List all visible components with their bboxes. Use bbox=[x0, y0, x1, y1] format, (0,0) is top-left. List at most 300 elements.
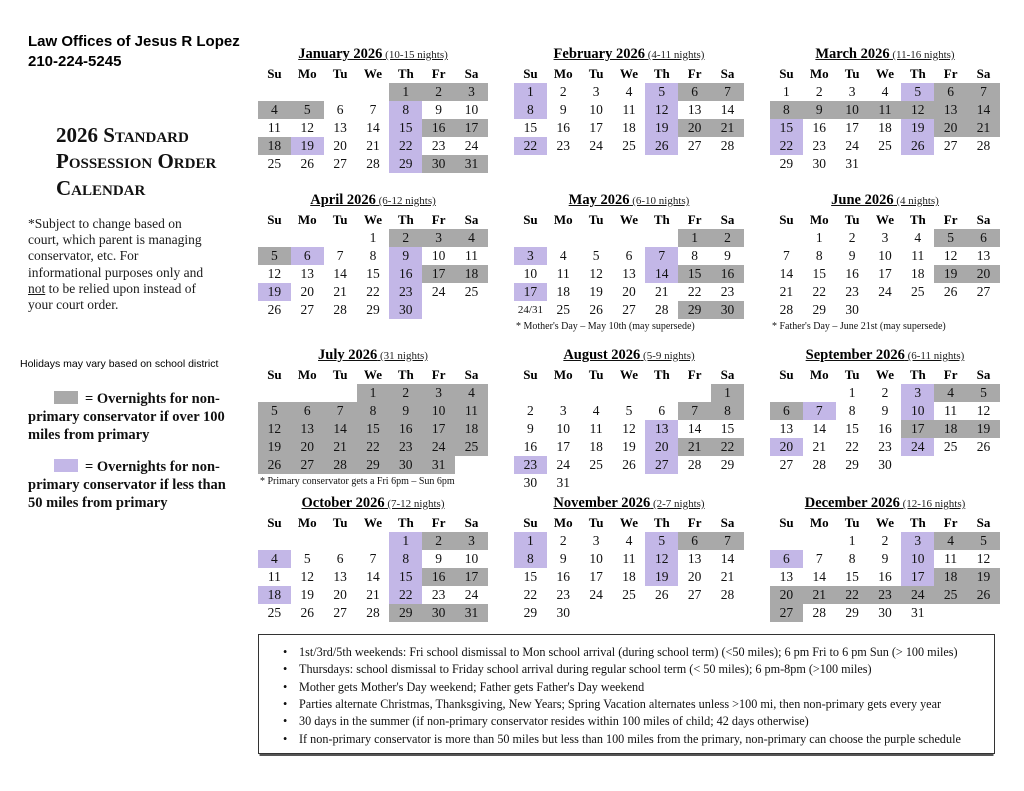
firm-header bbox=[28, 32, 240, 73]
day-cell: 17 bbox=[589, 569, 603, 584]
day-cell: 9 bbox=[724, 248, 731, 263]
day-cell: 29 bbox=[845, 605, 859, 620]
day-cell: 13 bbox=[291, 420, 324, 438]
day-cell: 26 bbox=[655, 587, 669, 602]
day-cell: 10 bbox=[878, 248, 892, 263]
day-cell: 22 bbox=[812, 284, 827, 299]
month-footnote: * Mother's Day – May 10th (may supersede) bbox=[516, 321, 695, 332]
day-cell: 30 bbox=[389, 456, 422, 474]
day-cell: 26 bbox=[645, 137, 678, 155]
day-cell: 28 bbox=[366, 156, 380, 171]
month-name: July 2026 bbox=[318, 347, 378, 363]
day-cell: 5 bbox=[303, 551, 311, 566]
week-row bbox=[514, 247, 744, 265]
day-cell: 29 bbox=[845, 457, 859, 472]
day-cell: 12 bbox=[267, 266, 282, 281]
note-item: • Thursdays: school dismissal to Friday school arrival during regular school term (< 50 miles); 6 pm-8pm (>100 miles) bbox=[275, 661, 984, 678]
day-cell: 22 bbox=[836, 586, 869, 604]
day-cell: 10 bbox=[464, 551, 479, 566]
rules-notes-box bbox=[258, 634, 995, 754]
day-cell: 25 bbox=[878, 138, 892, 153]
day-cell: 21 bbox=[711, 119, 744, 137]
day-cell: 25 bbox=[943, 439, 958, 454]
month-grid bbox=[770, 365, 1000, 474]
day-cell: 8 bbox=[815, 248, 823, 263]
week-row bbox=[770, 265, 1000, 283]
day-cell: 15 bbox=[357, 420, 390, 438]
day-cell: 4 bbox=[258, 101, 291, 119]
day-cell: 19 bbox=[300, 587, 315, 602]
day-cell: 13 bbox=[333, 569, 347, 584]
day-cell: 27 bbox=[770, 604, 803, 622]
weekday-label: Sa bbox=[976, 211, 991, 227]
day-cell: 6 bbox=[967, 229, 1000, 247]
note-item: • Mother gets Mother's Day weekend; Father gets Father's Day weekend bbox=[275, 679, 984, 696]
day-cell: 24 bbox=[901, 586, 934, 604]
day-cell: 20 bbox=[687, 569, 702, 584]
day-cell: 17 bbox=[422, 420, 455, 438]
month-title bbox=[514, 347, 744, 364]
day-cell: 15 bbox=[845, 569, 859, 584]
day-cell: 21 bbox=[324, 438, 357, 456]
month-nights-count: (4 nights) bbox=[893, 195, 939, 207]
day-cell bbox=[770, 532, 803, 550]
week-row bbox=[770, 402, 1000, 420]
week-row bbox=[770, 119, 1000, 137]
day-cell: 7 bbox=[711, 83, 744, 101]
day-cell: 21 bbox=[967, 119, 1000, 137]
day-cell: 21 bbox=[333, 284, 347, 299]
day-cell: 19 bbox=[291, 137, 324, 155]
month-calendar bbox=[258, 46, 488, 192]
day-cell: 8 bbox=[514, 101, 547, 119]
day-cell: 1 bbox=[783, 84, 790, 99]
day-cell: 18 bbox=[934, 568, 967, 586]
day-cell: 14 bbox=[366, 569, 380, 584]
day-cell: 12 bbox=[300, 569, 315, 584]
day-cell: 25 bbox=[267, 156, 282, 171]
day-cell: 30 bbox=[845, 302, 859, 317]
firm-phone: 210-224-5245 bbox=[28, 53, 122, 71]
week-row bbox=[770, 456, 1000, 474]
day-cell bbox=[258, 532, 291, 550]
day-cell: 24 bbox=[464, 587, 479, 602]
day-cell: 19 bbox=[967, 420, 1000, 438]
month-calendar bbox=[258, 347, 488, 495]
week-row bbox=[258, 532, 488, 550]
day-cell: 26 bbox=[300, 605, 315, 620]
day-cell: 4 bbox=[592, 403, 600, 418]
week-row bbox=[770, 420, 1000, 438]
day-cell: 7 bbox=[336, 248, 344, 263]
day-cell: 23 bbox=[845, 284, 859, 299]
legend-gray-label: = Overnights for non-primary conservator if over 100 miles from primary bbox=[28, 391, 225, 444]
week-row bbox=[514, 101, 744, 119]
day-cell bbox=[613, 384, 646, 402]
weekday-label: We bbox=[619, 65, 638, 81]
week-row bbox=[514, 119, 744, 137]
day-cell: 26 bbox=[258, 456, 291, 474]
weekday-label: Fr bbox=[687, 514, 702, 530]
day-cell: 29 bbox=[366, 302, 380, 317]
day-cell: 20 bbox=[645, 438, 678, 456]
month-nights-count: (5-9 nights) bbox=[640, 350, 695, 362]
day-cell: 26 bbox=[901, 137, 934, 155]
month-title bbox=[514, 192, 744, 209]
day-cell bbox=[258, 384, 291, 402]
day-cell: 23 bbox=[389, 283, 422, 301]
weekday-label: Mo bbox=[297, 514, 317, 530]
day-cell: 24 bbox=[422, 438, 455, 456]
day-cell: 29 bbox=[389, 155, 422, 173]
month-nights-count: (2-7 nights) bbox=[650, 498, 705, 510]
day-cell: 17 bbox=[901, 420, 934, 438]
week-row bbox=[258, 101, 488, 119]
weekday-label: Su bbox=[779, 65, 794, 81]
month-calendar bbox=[770, 347, 1000, 495]
day-cell bbox=[324, 229, 357, 247]
month-name: August 2026 bbox=[563, 347, 641, 363]
week-row bbox=[514, 474, 744, 492]
day-cell bbox=[324, 532, 357, 550]
day-cell: 15 bbox=[812, 266, 827, 281]
day-cell: 27 bbox=[779, 457, 794, 472]
month-title bbox=[258, 192, 488, 209]
weekday-label: Fr bbox=[431, 514, 446, 530]
day-cell: 24 bbox=[845, 138, 859, 153]
day-cell: 14 bbox=[333, 266, 347, 281]
day-cell: 2 bbox=[527, 403, 534, 418]
week-row bbox=[258, 604, 488, 622]
day-cell: 14 bbox=[779, 266, 794, 281]
weekday-label: Th bbox=[397, 211, 414, 227]
holidays-note: Holidays may vary based on school district bbox=[20, 358, 219, 370]
purple-swatch bbox=[54, 459, 78, 472]
day-cell: 9 bbox=[389, 402, 422, 420]
day-cell: 30 bbox=[422, 604, 455, 622]
day-cell bbox=[514, 384, 547, 402]
month-name: May 2026 bbox=[568, 192, 630, 208]
month-grid bbox=[258, 64, 488, 173]
month-title-underline bbox=[806, 348, 965, 363]
day-cell: 17 bbox=[514, 283, 547, 301]
day-cell: 28 bbox=[976, 138, 991, 153]
day-cell: 27 bbox=[333, 605, 347, 620]
day-cell: 30 bbox=[878, 605, 892, 620]
day-cell: 12 bbox=[943, 248, 958, 263]
day-cell bbox=[455, 456, 488, 474]
day-cell: 25 bbox=[934, 586, 967, 604]
day-cell: 15 bbox=[389, 119, 422, 137]
day-cell: 10 bbox=[589, 102, 603, 117]
day-cell: 3 bbox=[901, 532, 934, 550]
week-row bbox=[514, 438, 744, 456]
weekday-label: Tu bbox=[332, 65, 348, 81]
day-cell: 19 bbox=[934, 265, 967, 283]
note-item: • 30 days in the summer (if non-primary conservator resides within 100 miles of child; 42 days otherwise) bbox=[275, 713, 984, 730]
weekday-label: We bbox=[363, 514, 382, 530]
disclaimer-underlined-word: not bbox=[28, 280, 46, 296]
day-cell: 16 bbox=[711, 265, 744, 283]
day-cell: 5 bbox=[592, 248, 600, 263]
day-cell: 13 bbox=[333, 120, 347, 135]
day-cell: 7 bbox=[803, 402, 836, 420]
day-cell: 11 bbox=[869, 101, 902, 119]
day-cell bbox=[258, 229, 291, 247]
weekday-label: Th bbox=[909, 514, 926, 530]
day-cell: 9 bbox=[559, 102, 567, 117]
day-cell: 20 bbox=[300, 284, 315, 299]
day-cell: 7 bbox=[324, 402, 357, 420]
day-cell: 17 bbox=[878, 266, 892, 281]
day-cell: 6 bbox=[658, 403, 666, 418]
day-cell: 2 bbox=[711, 229, 744, 247]
day-cell: 18 bbox=[455, 420, 488, 438]
month-calendar bbox=[770, 46, 1000, 192]
day-cell: 5 bbox=[645, 532, 678, 550]
month-calendar bbox=[770, 495, 1000, 622]
note-item: • Parties alternate Christmas, Thanksgiving, New Years; Spring Vacation alternates unless >100 mi, then non-primary gets every year bbox=[275, 696, 984, 713]
day-cell: 19 bbox=[645, 568, 678, 586]
day-cell: 23 bbox=[556, 138, 571, 153]
day-cell: 21 bbox=[366, 138, 380, 153]
week-row bbox=[514, 265, 744, 283]
week-row bbox=[770, 137, 1000, 155]
week-row bbox=[258, 155, 488, 173]
weekday-label: Fr bbox=[943, 65, 958, 81]
day-cell: 4 bbox=[625, 84, 633, 99]
day-cell: 5 bbox=[258, 247, 291, 265]
day-cell: 4 bbox=[455, 229, 488, 247]
day-cell: 28 bbox=[687, 457, 702, 472]
day-cell bbox=[901, 456, 934, 474]
week-row bbox=[258, 456, 488, 474]
weekday-label: Mo bbox=[809, 65, 829, 81]
day-cell: 19 bbox=[645, 119, 678, 137]
day-cell: 26 bbox=[267, 302, 282, 317]
day-cell: 12 bbox=[901, 101, 934, 119]
day-cell bbox=[580, 604, 613, 622]
day-cell: 14 bbox=[812, 569, 827, 584]
day-cell: 1 bbox=[514, 83, 547, 101]
day-cell: 25 bbox=[455, 438, 488, 456]
day-cell: 19 bbox=[967, 568, 1000, 586]
weekday-label: We bbox=[875, 514, 894, 530]
month-calendar bbox=[770, 192, 1000, 347]
month-calendar bbox=[514, 495, 744, 622]
page-title: 2026 Standard Possession Order Calendar bbox=[56, 123, 217, 200]
weekday-label: Mo bbox=[809, 366, 829, 382]
day-cell: 3 bbox=[422, 384, 455, 402]
weekday-header-row bbox=[258, 210, 488, 229]
weekday-label: We bbox=[363, 366, 382, 382]
month-grid bbox=[258, 513, 488, 622]
day-cell: 10 bbox=[589, 551, 603, 566]
day-cell: 9 bbox=[803, 101, 836, 119]
day-cell: 13 bbox=[934, 101, 967, 119]
day-cell: 9 bbox=[435, 102, 443, 117]
week-row bbox=[770, 384, 1000, 402]
month-nights-count: (11-16 nights) bbox=[889, 49, 955, 61]
week-row bbox=[770, 155, 1000, 173]
day-cell: 9 bbox=[881, 403, 889, 418]
day-cell: 27 bbox=[687, 587, 702, 602]
day-cell: 26 bbox=[976, 439, 991, 454]
weekday-label: Fr bbox=[943, 366, 958, 382]
day-cell bbox=[967, 155, 1000, 173]
day-cell: 3 bbox=[848, 84, 856, 99]
day-cell bbox=[645, 384, 678, 402]
weekday-label: Fr bbox=[687, 211, 702, 227]
day-cell: 19 bbox=[589, 284, 603, 299]
weekday-label: Mo bbox=[553, 65, 573, 81]
day-cell bbox=[711, 604, 744, 622]
day-cell: 28 bbox=[779, 302, 794, 317]
day-cell: 10 bbox=[556, 421, 571, 436]
day-cell: 4 bbox=[455, 384, 488, 402]
day-cell: 18 bbox=[934, 420, 967, 438]
day-cell: 30 bbox=[812, 156, 827, 171]
day-cell: 6 bbox=[336, 102, 344, 117]
weekday-label: Mo bbox=[809, 211, 829, 227]
day-cell: 24/31 bbox=[517, 304, 543, 316]
month-calendar bbox=[258, 495, 488, 622]
day-cell: 5 bbox=[967, 532, 1000, 550]
day-cell bbox=[422, 301, 455, 319]
month-title-underline bbox=[569, 193, 690, 208]
day-cell: 23 bbox=[720, 284, 735, 299]
legend-purple-label: = Overnights for non-primary conservator if less than 50 miles from primary bbox=[28, 459, 226, 512]
day-cell: 15 bbox=[389, 568, 422, 586]
day-cell: 27 bbox=[645, 456, 678, 474]
weekday-label: Su bbox=[267, 211, 282, 227]
day-cell: 6 bbox=[336, 551, 344, 566]
day-cell: 27 bbox=[300, 302, 315, 317]
day-cell: 1 bbox=[848, 385, 856, 400]
weekday-label: Sa bbox=[976, 366, 991, 382]
day-cell: 11 bbox=[465, 248, 479, 263]
day-cell: 13 bbox=[687, 551, 702, 566]
month-nights-count: (4-11 nights) bbox=[644, 49, 705, 61]
weekday-label: Tu bbox=[588, 65, 604, 81]
day-cell: 3 bbox=[455, 83, 488, 101]
day-cell: 3 bbox=[559, 403, 567, 418]
day-cell: 23 bbox=[431, 138, 446, 153]
week-row bbox=[514, 532, 744, 550]
day-cell: 5 bbox=[625, 403, 633, 418]
month-title bbox=[258, 46, 488, 63]
day-cell: 29 bbox=[812, 302, 827, 317]
weekday-label: Tu bbox=[844, 65, 860, 81]
day-cell: 25 bbox=[622, 587, 636, 602]
day-cell: 10 bbox=[901, 402, 934, 420]
week-row bbox=[258, 384, 488, 402]
month-nights-count: (6-12 nights) bbox=[375, 195, 436, 207]
day-cell: 3 bbox=[455, 532, 488, 550]
week-row bbox=[514, 402, 744, 420]
day-cell: 26 bbox=[300, 156, 315, 171]
week-row bbox=[514, 83, 744, 101]
month-title bbox=[770, 347, 1000, 364]
day-cell: 11 bbox=[556, 266, 570, 281]
day-cell: 1 bbox=[848, 533, 856, 548]
day-cell: 21 bbox=[366, 587, 380, 602]
day-cell: 6 bbox=[770, 402, 803, 420]
day-cell: 26 bbox=[943, 284, 958, 299]
day-cell: 5 bbox=[291, 101, 324, 119]
week-row bbox=[258, 420, 488, 438]
day-cell bbox=[547, 229, 580, 247]
month-grid bbox=[514, 513, 744, 622]
day-cell bbox=[324, 83, 357, 101]
day-cell: 4 bbox=[258, 550, 291, 568]
day-cell bbox=[580, 384, 613, 402]
day-cell: 2 bbox=[815, 84, 823, 99]
weekday-label: Sa bbox=[464, 514, 479, 530]
weekday-label: Sa bbox=[720, 65, 735, 81]
day-cell: 7 bbox=[369, 102, 377, 117]
day-cell bbox=[291, 83, 324, 101]
weekday-header-row bbox=[770, 513, 1000, 532]
day-cell: 9 bbox=[435, 551, 443, 566]
weekday-label: Mo bbox=[297, 211, 317, 227]
day-cell: 16 bbox=[389, 420, 422, 438]
day-cell: 31 bbox=[422, 456, 455, 474]
day-cell: 23 bbox=[869, 586, 902, 604]
day-cell: 17 bbox=[901, 568, 934, 586]
month-title bbox=[770, 46, 1000, 63]
week-row bbox=[514, 384, 744, 402]
day-cell: 19 bbox=[258, 283, 291, 301]
day-cell: 6 bbox=[934, 83, 967, 101]
day-cell: 15 bbox=[678, 265, 711, 283]
weekday-header-row bbox=[514, 365, 744, 384]
day-cell bbox=[580, 474, 613, 492]
day-cell: 1 bbox=[357, 384, 390, 402]
weekday-label: Su bbox=[267, 65, 282, 81]
weekday-label: Tu bbox=[588, 211, 604, 227]
day-cell: 17 bbox=[589, 120, 603, 135]
weekday-label: Tu bbox=[844, 366, 860, 382]
week-row bbox=[258, 283, 488, 301]
day-cell: 1 bbox=[678, 229, 711, 247]
weekday-header-row bbox=[514, 64, 744, 83]
day-cell: 23 bbox=[431, 587, 446, 602]
month-title-underline bbox=[298, 47, 448, 62]
day-cell bbox=[678, 474, 711, 492]
day-cell: 23 bbox=[878, 439, 892, 454]
day-cell bbox=[613, 229, 646, 247]
month-grid bbox=[514, 210, 744, 319]
day-cell: 25 bbox=[464, 284, 479, 299]
week-row bbox=[258, 83, 488, 101]
day-cell: 11 bbox=[589, 421, 603, 436]
day-cell: 20 bbox=[333, 587, 347, 602]
day-cell: 15 bbox=[366, 266, 380, 281]
day-cell: 8 bbox=[711, 402, 744, 420]
weekday-label: Th bbox=[397, 514, 414, 530]
day-cell bbox=[869, 155, 902, 173]
day-cell: 9 bbox=[559, 551, 567, 566]
weekday-label: Th bbox=[397, 65, 414, 81]
weekday-header-row bbox=[770, 210, 1000, 229]
day-cell: 3 bbox=[881, 230, 889, 245]
day-cell bbox=[678, 384, 711, 402]
day-cell: 14 bbox=[645, 265, 678, 283]
month-title-underline bbox=[815, 47, 954, 62]
day-cell: 6 bbox=[625, 248, 633, 263]
day-cell bbox=[514, 229, 547, 247]
